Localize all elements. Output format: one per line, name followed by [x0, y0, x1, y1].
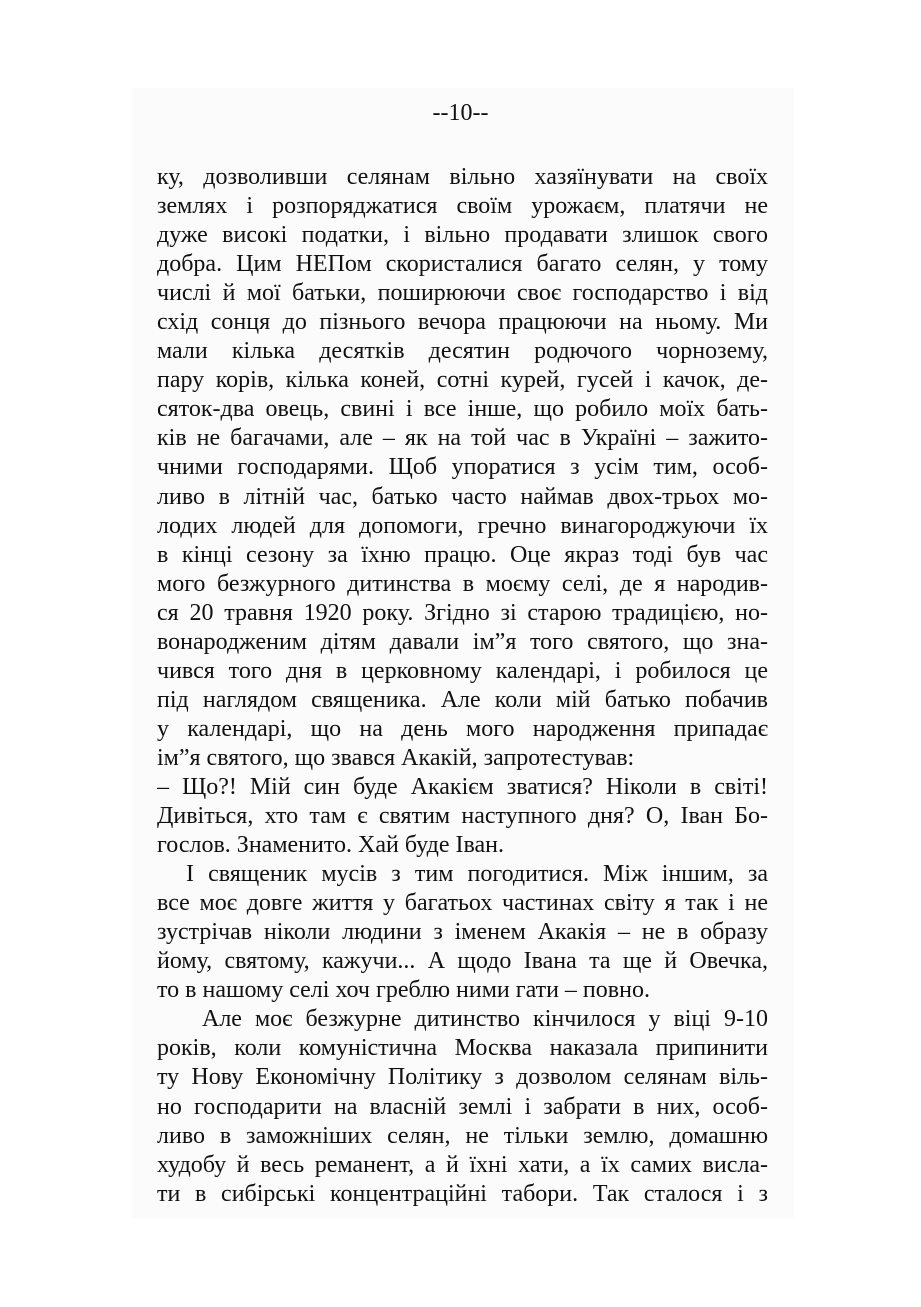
text-line: мали кілька десятків десятин родючого чорнозему,	[157, 338, 768, 365]
text-line: чився того дня в церковному календарі, і робилося це	[157, 657, 768, 684]
text-line: добра. Цим НЕПом скористалися багато селян, у тому	[157, 251, 768, 278]
text-line: пару корів, кілька коней, сотні курей, гусей і качок, де-	[157, 367, 768, 394]
text-line: землях і розпоряджатися своїм урожаєм, платячи не	[157, 193, 768, 220]
text-line: йому, святому, кажучи... А щодо Івана та ще й Овечка,	[157, 948, 768, 975]
text-line: І священик мусів з тим погодитися. Між іншим, за	[186, 861, 768, 888]
text-line: ливо в заможніших селян, не тільки землю, домашню	[157, 1122, 768, 1149]
text-line: вонародженим дітям давали ім”я того святого, що зна-	[157, 628, 768, 655]
text-line: то в нашому селі хоч греблю ними гати – повно.	[157, 977, 650, 1004]
text-line: мого безжурного дитинства в моєму селі, де я народив-	[157, 570, 768, 597]
body-text	[157, 163, 768, 1209]
text-line: ім”я святого, що звався Акакій, запротестував:	[157, 744, 635, 771]
text-line: ти в сибірські концентраційні табори. Так сталося і з	[157, 1180, 768, 1207]
text-line: схід сонця до пізнього вечора працюючи на ньому. Ми	[157, 309, 768, 336]
text-line: но господарити на власній землі і забрати в них, особ-	[157, 1093, 768, 1120]
text-line: Але моє безжурне дитинство кінчилося у віці 9-10	[202, 1006, 768, 1033]
page-number: --10--	[432, 100, 489, 126]
text-line: худобу й весь реманент, а й їхні хати, а їх самих висла-	[157, 1151, 768, 1178]
text-line: зустрічав ніколи людини з іменем Акакія – не в образу	[157, 919, 768, 946]
text-line: – Що?! Мій син буде Акакієм зватися? Ніколи в світі!	[157, 773, 768, 800]
text-line: ся 20 травня 1920 року. Згідно зі старою традицією, но-	[157, 599, 768, 626]
text-line: ливо в літній час, батько часто наймав двох-трьох мо-	[157, 483, 768, 510]
text-line: Дивіться, хто там є святим наступного дня? О, Іван Бо-	[157, 803, 768, 830]
text-line: чними господарями. Щоб упоратися з усім тим, особ-	[157, 454, 768, 481]
text-line: в кінці сезону за їхню працю. Оце якраз тоді був час	[157, 541, 768, 568]
text-line: гослов. Знаменито. Хай буде Іван.	[157, 832, 505, 859]
text-line: ку, дозволивши селянам вільно хазяїнувати на своїх	[157, 164, 768, 190]
text-line: лодих людей для допомоги, гречно винагороджуючи їх	[157, 512, 768, 539]
text-line: все моє довге життя у багатьох частинах світу я так і не	[157, 890, 768, 917]
text-line: ту Нову Економічну Політику з дозволом селянам віль-	[157, 1064, 768, 1091]
text-line: років, коли комуністична Москва наказала припинити	[157, 1035, 768, 1062]
text-line: ків не багачами, але – як на той час в Україні – зажито-	[157, 425, 768, 452]
text-line: у календарі, що на день мого народження припадає	[157, 715, 768, 742]
text-line: числі й мої батьки, поширюючи своє господарство і від	[157, 280, 768, 307]
text-line: під наглядом священика. Але коли мій батько побачив	[157, 686, 768, 713]
text-line: дуже високі податки, і вільно продавати злишок свого	[157, 222, 768, 249]
text-line: сяток-два овець, свині і все інше, що робило моїх бать-	[157, 396, 768, 423]
